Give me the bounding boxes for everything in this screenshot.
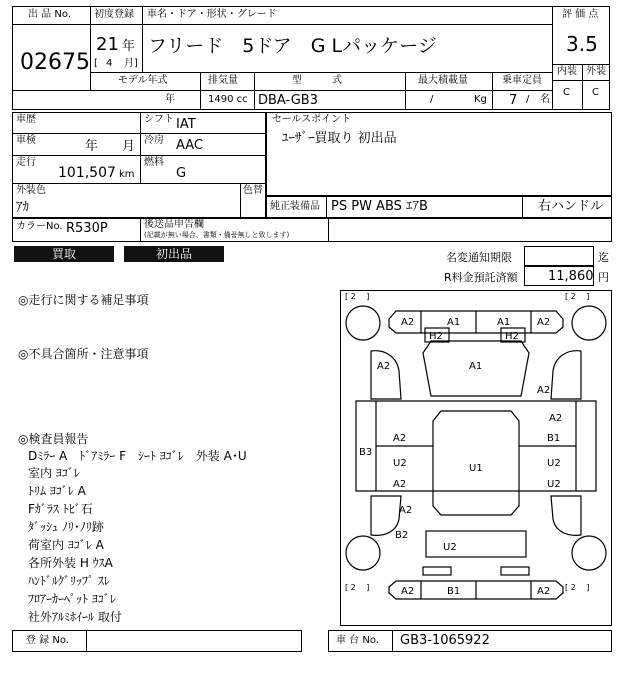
exterior-grade: C [592, 87, 599, 98]
name-change-box [524, 246, 594, 266]
shift-value: IAT [176, 117, 196, 132]
recycle-label: R料金預託済額 [444, 271, 518, 284]
mark-rear-bumper-3: A2 [537, 586, 551, 597]
type-label: 型 式 [292, 75, 342, 86]
mark-right-fender: A2 [537, 385, 551, 396]
exterior-label: 外装 [586, 66, 606, 77]
corner-bl: [ 2 ] [345, 583, 370, 592]
first-reg-label: 初度登録 [94, 9, 134, 20]
wheel-front-left [346, 306, 380, 340]
corner-tl: [ 2 ] [345, 292, 370, 301]
displacement-label: 排気量 [208, 75, 238, 86]
chassis-value: GB3-1065922 [400, 633, 490, 648]
mark-left-front-door-2: U2 [393, 458, 407, 469]
first-listing-badge: 初出品 [124, 246, 224, 262]
name-change-unit: 迄 [598, 251, 609, 264]
capacity-value: 7 [509, 93, 518, 108]
equipment-label: 純正装備品 [270, 201, 320, 212]
color-change-label: 色替 [243, 185, 263, 196]
shift-label: シフト [144, 114, 174, 125]
mark-back-door: U2 [443, 542, 457, 553]
first-reg-year: 21 [96, 34, 119, 55]
shipping-label: 後送品申告欄 [144, 219, 204, 230]
score-label: 評 価 点 [562, 9, 599, 20]
mark-headlight-r: H2 [505, 331, 519, 342]
mark-front-bumper-3: A1 [497, 317, 511, 328]
mark-front-bumper-2: A1 [447, 317, 461, 328]
defects-title: ◎不具合箇所・注意事項 [18, 347, 149, 361]
mark-right-front-door: B1 [547, 433, 561, 444]
capacity-label: 乗車定員 [502, 75, 542, 86]
sales-point-value: ﾕｰｻﾞｰ買取り 初出品 [282, 131, 397, 146]
wheel-front-right [572, 306, 606, 340]
inspector-line: 荷室内 ﾖｺﾞﾚ A [28, 538, 104, 552]
recycle-value: 11,860 [548, 269, 594, 284]
color-no-value: R530P [66, 221, 108, 236]
first-reg-year-unit: 年 [122, 39, 136, 54]
mark-right-rear-door-2: U2 [547, 479, 561, 490]
mileage-label: 走行 [16, 157, 36, 168]
mileage-value: 101,507 [58, 165, 116, 181]
score-value: 3.5 [566, 32, 598, 56]
inspector-line: ﾀﾞｯｼｭ ﾉﾘ･ﾉﾘ跡 [28, 520, 104, 534]
mark-rear-bumper-1: A2 [401, 586, 415, 597]
mark-front-bumper-1: A2 [401, 317, 415, 328]
lot-label: 出 品 No. [28, 9, 71, 20]
mark-right-front-door-upper: A2 [549, 413, 563, 424]
capacity-slash: / [526, 94, 530, 105]
equipment-value: PS PW ABS ｴｱB [331, 199, 428, 214]
mark-left-pillar: B3 [359, 447, 373, 458]
wheel-rear-left [346, 536, 380, 570]
mark-left-quarter: A2 [399, 505, 413, 516]
shipping-note: (記載が無い場合、書類・備품無しと致します) [144, 231, 290, 239]
recycle-unit: 円 [598, 271, 609, 284]
supplement-title: ◎走行に関する補足事項 [18, 293, 149, 307]
inspector-line: ﾄﾘﾑ ﾖｺﾞﾚ A [28, 484, 86, 498]
inspector-line: 各所外装 H ｳｽA [28, 556, 113, 570]
inspector-line: Fｶﾞﾗｽ ﾄﾋﾞ石 [28, 502, 93, 516]
car-diagram-svg [341, 291, 611, 625]
lot-number: 02675 [20, 50, 90, 75]
month-close: 月] [124, 58, 138, 69]
mark-rear-bumper-2: B1 [447, 586, 461, 597]
mark-headlight-l: H2 [429, 331, 443, 342]
mark-left-front-door: A2 [393, 433, 407, 444]
inspector-line: ﾊﾝﾄﾞﾙｸﾞﾘｯﾌﾟ ｽﾚ [28, 574, 110, 588]
car-name-label: 車名・ドア・形状・グレード [147, 9, 277, 20]
mark-roof: U1 [469, 463, 483, 474]
name-change-label: 名変通知期限 [446, 251, 512, 264]
type-value: DBA-GB3 [258, 93, 318, 108]
fuel-label: 燃料 [144, 157, 164, 168]
inspector-title: ◎検査員報告 [18, 432, 89, 446]
inspection-label: 車検 [16, 135, 36, 146]
model-year-unit: 年 [165, 94, 175, 105]
car-name: フリード 5ドア G Lパッケージ [148, 35, 437, 57]
mark-hood: A1 [469, 361, 483, 372]
mark-left-fender: A2 [377, 361, 391, 372]
first-reg-month: 4 [106, 58, 113, 69]
mileage-unit: km [119, 169, 135, 180]
mark-left-rear-door: A2 [393, 479, 407, 490]
ac-label: 冷房 [144, 135, 164, 146]
inspector-line: Dﾐﾗｰ A ﾄﾞｱﾐﾗｰ F ｼｰﾄ ﾖｺﾞﾚ 外装 A･U [28, 449, 247, 463]
ac-value: AAC [176, 138, 203, 153]
inspector-line: 室内 ﾖｺﾞﾚ [28, 466, 80, 480]
max-load-unit: Kg [474, 94, 487, 105]
capacity-unit: 名 [540, 94, 550, 105]
corner-tr: [ 2 ] [565, 292, 590, 301]
fuel-value: G [176, 166, 187, 181]
ext-color-label: 外装色 [16, 185, 46, 196]
mark-front-bumper-4: A2 [537, 317, 551, 328]
ext-color-value: ｱｶ [16, 200, 29, 215]
mark-left-quarter-2: B2 [395, 530, 409, 541]
interior-label: 内装 [557, 66, 577, 77]
car-diagram [340, 290, 612, 626]
max-load-slash: / [430, 94, 434, 105]
inspector-line: 社外ｱﾙﾐﾎｲｰﾙ 取付 [28, 610, 122, 624]
mark-right-rear-door: U2 [547, 458, 561, 469]
wheel-rear-right [572, 536, 606, 570]
corner-br: [ 2 ] [565, 583, 590, 592]
detail-left [12, 112, 266, 218]
sales-point-label: セールスポイント [272, 114, 352, 125]
displacement-value: 1490 cc [208, 94, 248, 105]
max-load-label: 最大積載量 [418, 75, 468, 86]
history-label: 車歴 [16, 114, 36, 125]
chassis-label: 車 台 No. [336, 635, 379, 646]
purchase-badge: 買取 [14, 246, 114, 262]
model-year-label: モデル年式 [118, 75, 168, 86]
registration-label: 登 録 No. [26, 635, 69, 646]
color-no-label: カラーNo. [16, 221, 63, 232]
interior-grade: C [563, 87, 570, 98]
inspection-month: 月 [122, 139, 136, 154]
month-open: [ [94, 58, 98, 69]
steering-value: 右ハンドル [538, 199, 604, 214]
inspector-line: ﾌﾛｱｰｶｰﾍﾟｯﾄ ﾖｺﾞﾚ [28, 592, 116, 606]
inspection-year: 年 [85, 139, 99, 154]
